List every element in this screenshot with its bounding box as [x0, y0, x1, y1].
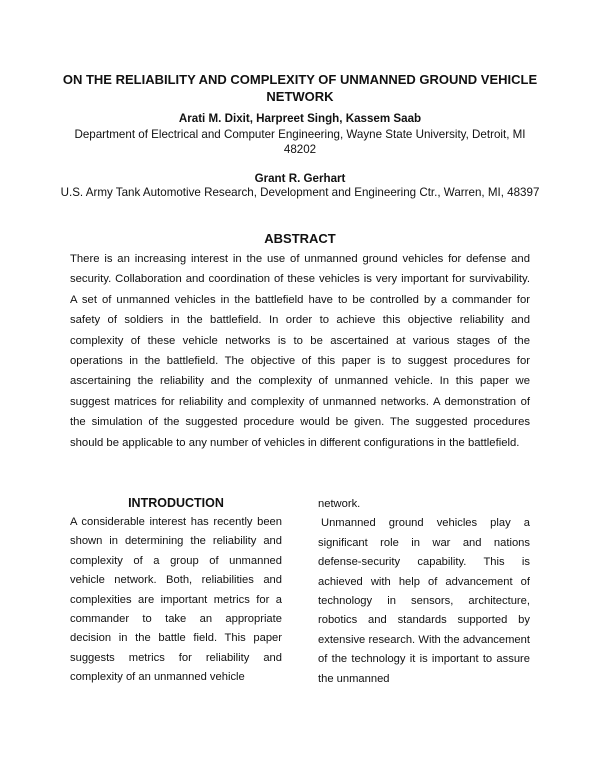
abstract-text: There is an increasing interest in the use of unmanned ground vehicles for defense and security. Collaboration and coordination of these vehicles is very important for survivability. A set of unmanned vehicles in the battlefield have to be controlled by a commander for safety of soldiers in the battlefield. In order to achieve this objective reliability and complexity of these vehicle networks is to be ascertained at various stages of the operations in the battlefield. The objective of this paper is to suggest procedures for ascertaining the reliability and the complexity of unmanned vehicle. In this paper we suggest matrices for reliability and complexity of unmanned networks. A demonstration of the simulation of the suggested procedure would be given. The suggested procedures should be applicable to any number of vehicles in different configurations in the battlefield.: [70, 253, 530, 449]
left-column: [70, 496, 282, 688]
right-column: [318, 495, 530, 689]
introduction-paragraph: A considerable interest has recently been shown in determining the reliability and complexity of a group of unmanned vehicle network. Both, reliabilities and complexities are important metrics for a commander to take an appropriate decision in the battle field. This paper suggests metrics for reliability and complexity of an unmanned vehicle: [70, 516, 282, 684]
paper-title: ON THE RELIABILITY AND COMPLEXITY OF UNMANNED GROUND VEHICLE NETWORK: [62, 72, 538, 104]
author-names-secondary: Grant R. Gerhart: [254, 172, 346, 185]
introduction-heading: INTRODUCTION: [128, 496, 224, 510]
abstract-heading: ABSTRACT: [264, 231, 336, 246]
author-names-primary: Arati M. Dixit, Harpreet Singh, Kassem Saab: [178, 112, 422, 125]
introduction-paragraph-2: Unmanned ground vehicles play a significant role in war and nations defense-security capability. This is achieved with help of advancement of technology in sensors, architecture, robotics and standards supported by extensive research. With the advancement of the technology it is important to assure the unmanned: [318, 517, 530, 685]
author-affiliation-primary: Department of Electrical and Computer Engineering, Wayne State University, Detroit, MI 48202: [74, 128, 526, 156]
paragraph-continuation: network.: [318, 498, 361, 510]
author-affiliation-secondary: U.S. Army Tank Automotive Research, Development and Engineering Ctr., Warren, MI, 48397: [60, 186, 540, 199]
